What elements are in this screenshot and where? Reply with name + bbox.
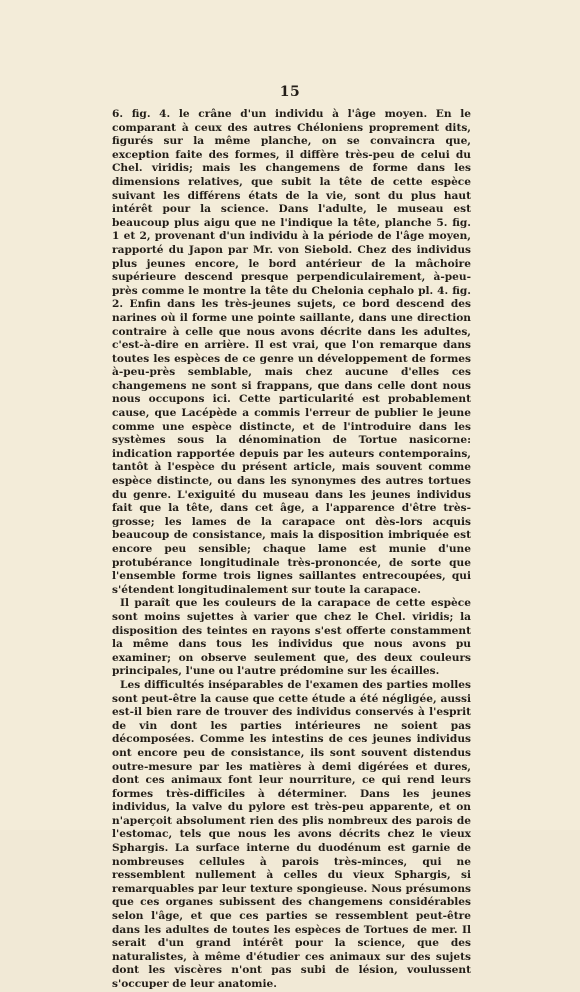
- paragraph-carapace-colors: Il paraît que les couleurs de la carapace de cette espèce sont moins sujettes à varier que chez le Chel. viridis; la disposition des teintes en rayons s'est offerte constamment la même dans tous les individus que nous avons pu examiner; on observe seulement que, des deux couleurs principales, l'une ou l'autre prédomine sur les écailles.: [112, 597, 471, 678]
- paragraph-soft-parts: Les difficultés inséparables de l'examen des parties molles sont peut-être la cause que cette étude a été négligée, aussi est-il bien rare de trouver des individus conservés à l'esprit de vin dont les parties intérieures ne soient pas décomposées. Comme les intestins de ces jeunes individus ont encore peu de consistance, ils sont souvent distendus outre-mesure par les matières à demi digérées et dures, dont ces animaux font leur nourriture, ce qui rend leurs formes très-difficiles à déterminer. Dans les jeunes individus, la valve du pylore est très-peu apparente, et on n'aperçoit absolument rien des plis nombreux des parois de l'estomac, tels que nous les avons décrits chez le vieux Sphargis. La surface interne du duodénum est garnie de nombreuses cellules à parois très-minces, qui ne ressemblent nullement à celles du vieux Sphargis, si remarquables par leur texture spongieuse. Nous présumons que ces organes subissent des changemens considérables selon l'âge, et que ces parties se ressemblent peut-être dans les adultes de toutes les espèces de Tortues de mer. Il serait d'un grand intérêt pour la science, que des naturalistes, à même d'étudier ces animaux sur des sujets dont les viscères n'ont pas subi de lésion, voulussent s'occuper de leur anatomie.: [112, 678, 471, 990]
- page-number: 15: [279, 84, 301, 100]
- paragraph-skull-description: 6. fig. 4. le crâne d'un individu à l'âge moyen. En le comparant à ceux des autres Chéloniens proprement dits, figurés sur la même planche, on se convaincra que, exception faite des formes, il diffère très-peu de celui du Chel. viridis; mais les changemens de forme dans les dimensions relatives, que subit la tête de cette espèce suivant les différens états de la vie, sont du plus haut intérêt pour la science. Dans l'adulte, le museau est beaucoup plus aigu que ne l'indique la tête, planche 5. fig. 1 et 2, provenant d'un individu à la période de l'âge moyen, rapporté du Japon par Mr. von Siebold. Chez des individus plus jeunes encore, le bord antérieur de la mâchoire supérieure descend presque perpendiculairement, à-peu-près comme le montre la tête du Chelonia cephalo pl. 4. fig. 2. Enfin dans les très-jeunes sujets, ce bord descend des narines où il forme une pointe saillante, dans une direction contraire à celle que nous avons décrite dans les adultes, c'est-à-dire en arrière. Il est vrai, que l'on remarque dans toutes les espèces de ce genre un développement de formes à-peu-près semblable, mais chez aucune d'elles ces changemens ne sont si frappans, que dans celle dont nous nous occupons ici. Cette particularité est probablement cause, que Lacépède a commis l'erreur de publier le jeune comme une espèce distincte, et de l'introduire dans les systèmes sous la dénomination de Tortue nasicorne: indication rapportée depuis par les auteurs contemporains, tantôt à l'espèce du présent article, mais souvent comme espèce distincte, ou dans les synonymes des autres tortues du genre. L'exiguité du museau dans les jeunes individus fait que la tête, dans cet âge, a l'apparence d'être très-grosse; les lames de la carapace ont dès-lors acquis beaucoup de consistance, mais la disposition imbriquée est encore peu sensible; chaque lame est munie d'une protubérance longitudinale très-prononcée, de sorte que l'ensemble forme trois lignes saillantes entrecoupées, qui s'étendent longitudinalement sur toute la carapace.: [112, 108, 471, 596]
- body-text: [112, 108, 471, 992]
